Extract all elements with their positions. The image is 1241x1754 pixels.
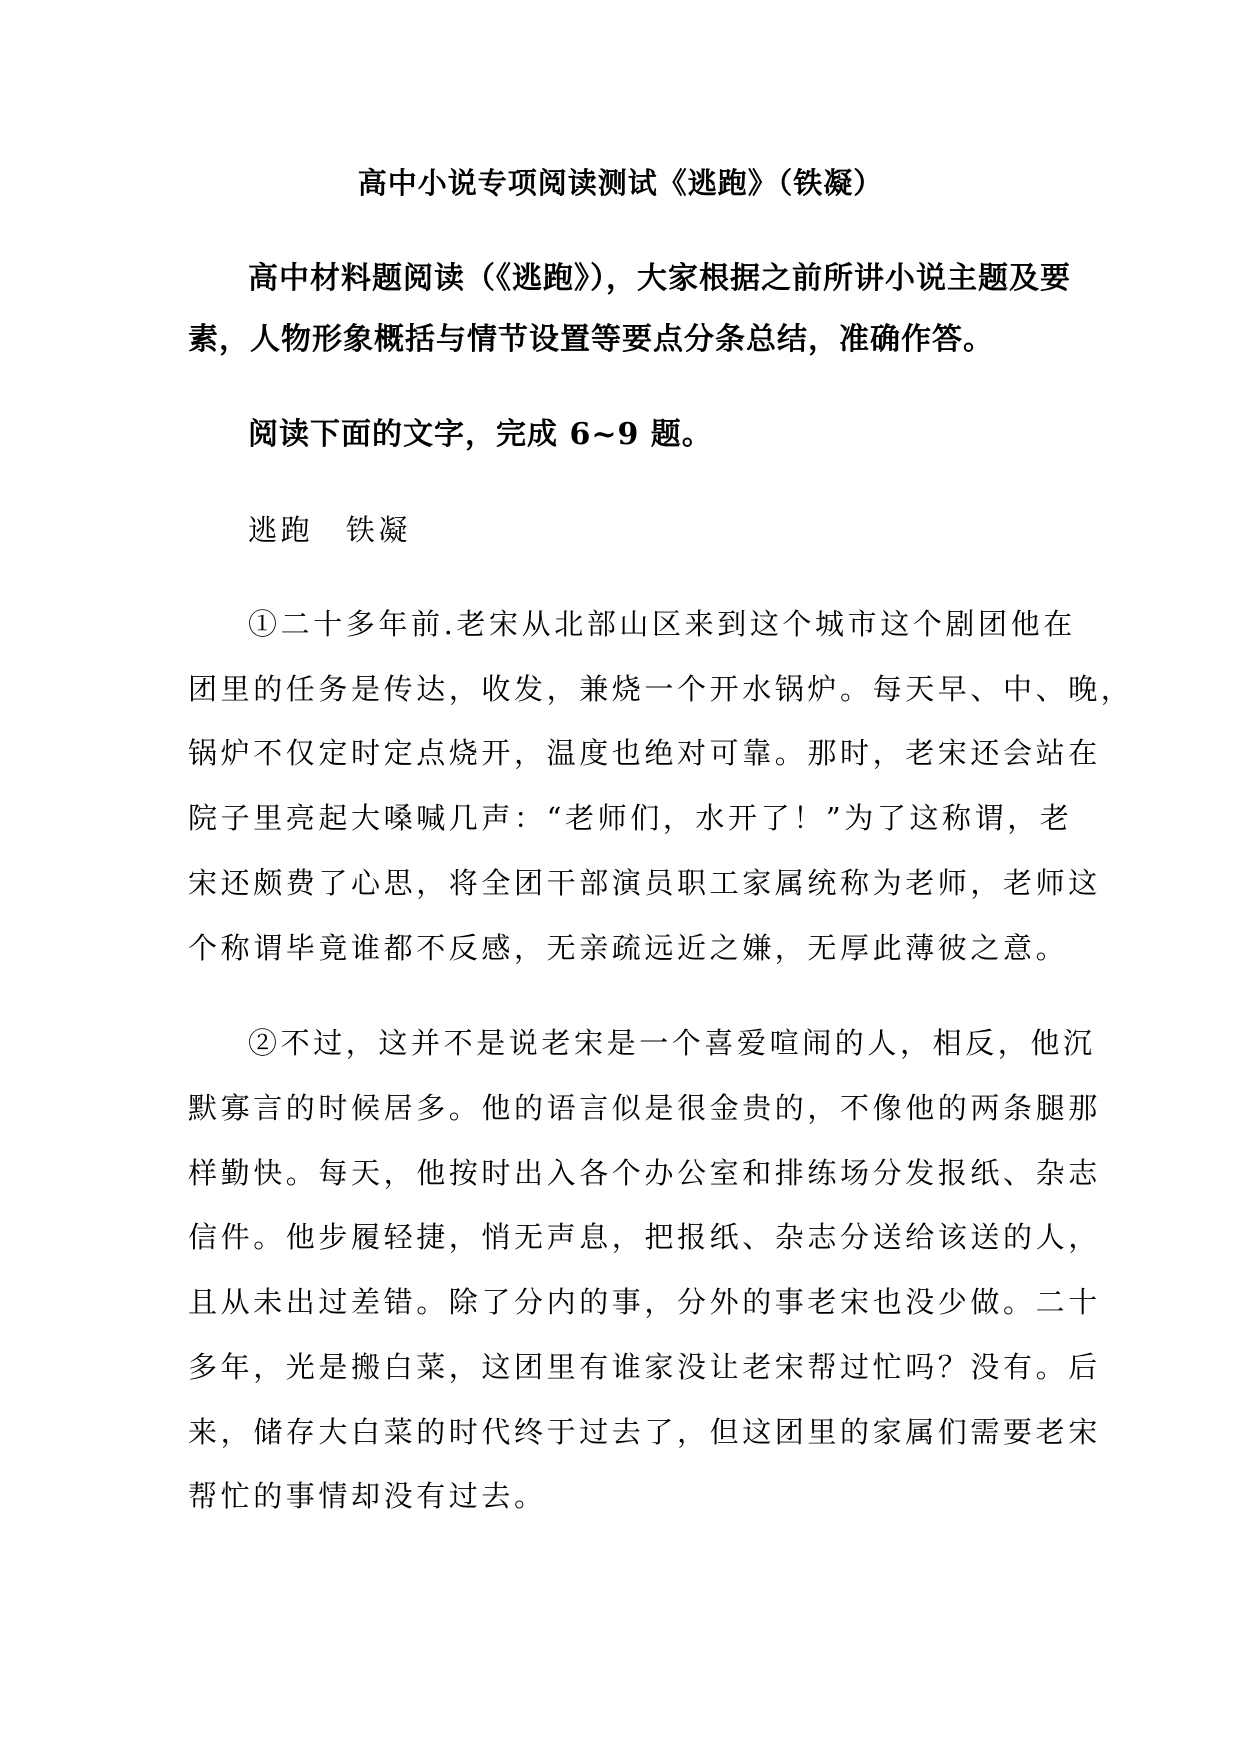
paragraph-1-line: 院子里亮起大嗓喊几声：“老师们，水开了！”为了这称谓，老: [188, 801, 1073, 835]
paragraph-2-line: 信件。他步履轻捷，悄无声息，把报纸、杂志分送给该送的人，: [188, 1220, 1101, 1254]
intro-line-2: 素，人物形象概括与情节设置等要点分条总结，准确作答。: [188, 322, 994, 357]
paragraph-1-line: 锅炉不仅定时定点烧开，温度也绝对可靠。那时，老宋还会站在: [188, 736, 1101, 770]
paragraph-1-line: 团里的任务是传达，收发，兼烧一个开水锅炉。每天早、中、晚，: [188, 672, 1134, 706]
intro-line-1: 高中材料题阅读（《逃跑》），大家根据之前所讲小说主题及要: [248, 261, 1071, 296]
paragraph-2-line: 帮忙的事情却没有过去。: [188, 1479, 547, 1513]
story-heading: 逃跑 铁凝: [248, 513, 412, 547]
paragraph-2-line: 默寡言的时候居多。他的语言似是很金贵的，不像他的两条腿那: [188, 1091, 1101, 1125]
instruction-line: 阅读下面的文字，完成 6~9 题。: [248, 417, 713, 452]
paragraph-2-line: ②不过，这并不是说老宋是一个喜爱喧闹的人，相反，他沉: [248, 1026, 1096, 1060]
paragraph-2-line: 且从未出过差错。除了分内的事，分外的事老宋也没少做。二十: [188, 1285, 1101, 1319]
paragraph-1-line: 宋还颇费了心思，将全团干部演员职工家属统称为老师，老师这: [188, 866, 1101, 900]
paragraph-2-line: 多年，光是搬白菜，这团里有谁家没让老宋帮过忙吗？没有。后: [188, 1350, 1101, 1384]
paragraph-2-line: 样勤快。每天，他按时出入各个办公室和排练场分发报纸、杂志: [188, 1156, 1101, 1190]
paragraph-1-line: 个称谓毕竟谁都不反感，无亲疏远近之嫌，无厚此薄彼之意。: [188, 931, 1069, 965]
paragraph-2-line: 来，储存大白菜的时代终于过去了，但这团里的家属们需要老宋: [188, 1415, 1101, 1449]
document-title: 高中小说专项阅读测试《逃跑》（铁凝）: [357, 166, 884, 200]
paragraph-1-line: ①二十多年前.老宋从北部山区来到这个城市这个剧团他在: [248, 607, 1076, 641]
